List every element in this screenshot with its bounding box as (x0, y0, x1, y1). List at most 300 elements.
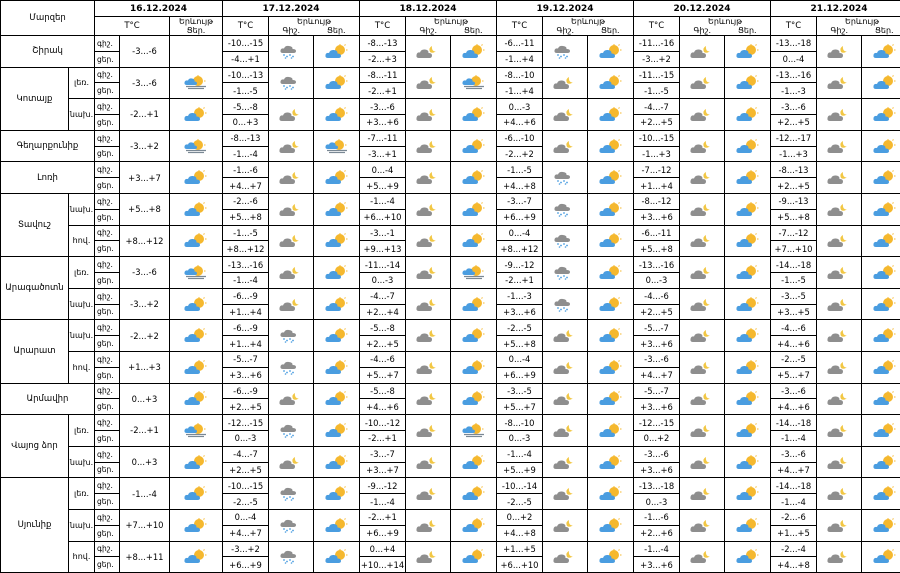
temperature: -4...-6 (634, 288, 680, 304)
date-header: 18.12.2024 (360, 1, 497, 17)
cloud-sun-icon (862, 257, 900, 289)
cloud-night-icon (680, 383, 725, 415)
cloud-sun-icon (314, 541, 360, 573)
cloud-night-icon (817, 257, 862, 289)
temperature: +8...+11 (120, 541, 170, 573)
temperature: -2...-5 (223, 494, 269, 510)
cloud-sun-icon (725, 541, 771, 573)
cloud-sun-icon (725, 99, 771, 131)
temp-header: T°C (634, 17, 680, 36)
temperature: +6...+9 (497, 209, 543, 225)
cloud-night-icon (817, 99, 862, 131)
temperature: 0...+3 (120, 383, 170, 415)
zone-label: լեռ. (69, 257, 95, 289)
phenomena-header: Երևույթ Գիշ. Ցեր. (543, 17, 634, 36)
cloud-sun-icon (451, 509, 497, 541)
cloud-night-icon (680, 67, 725, 99)
cloud-night-icon (680, 446, 725, 478)
temperature: -3...-5 (497, 383, 543, 399)
time-of-day: գիշ. (95, 288, 120, 304)
temperature: 0...+2 (497, 509, 543, 525)
temperature: +3...+6 (634, 336, 680, 352)
region-name: Շիրակ (1, 36, 95, 68)
region-name: Լոռի (1, 162, 95, 194)
cloud-sun-icon (451, 320, 497, 352)
temperature: 0...-3 (360, 272, 406, 288)
temperature: -13...-18 (634, 478, 680, 494)
time-of-day: գիշ. (95, 36, 120, 52)
temperature: -5...-8 (360, 320, 406, 336)
cloud-sun-icon (451, 162, 497, 194)
cloud-sun-icon (862, 509, 900, 541)
table-row (1, 99, 900, 115)
time-of-day: գիշ. (95, 67, 120, 83)
temperature: -7...-11 (360, 130, 406, 146)
cloud-night-icon (817, 415, 862, 447)
time-of-day: ցեր. (95, 525, 120, 541)
date-header: 19.12.2024 (497, 1, 634, 17)
cloud-sun-icon (862, 99, 900, 131)
temperature: +5...+9 (360, 178, 406, 194)
temperature: -3...+2 (120, 288, 170, 320)
cloud-sun-icon (314, 162, 360, 194)
cloud-sun-icon (862, 130, 900, 162)
temperature: -5...-7 (223, 351, 269, 367)
temperature: 0...-3 (497, 430, 543, 446)
table-row (1, 415, 900, 431)
temperature: -2...+2 (497, 146, 543, 162)
phenomena-header: Երևույթ Գիշ. Ցեր. (406, 17, 497, 36)
time-of-day: գիշ. (95, 478, 120, 494)
cloud-night-icon (680, 478, 725, 510)
cloud-sun-icon (170, 446, 223, 478)
temperature: +2...+4 (360, 304, 406, 320)
temperature: +4...+6 (497, 114, 543, 130)
temperature: +2...+5 (634, 304, 680, 320)
cloud-sun-icon (725, 36, 771, 68)
temperature: -3...-6 (120, 67, 170, 99)
snow-icon (543, 257, 588, 289)
cloud-sun-icon (862, 478, 900, 510)
cloud-night-icon (269, 130, 314, 162)
cloud-sun-icon (862, 415, 900, 447)
temperature: 0...+3 (120, 446, 170, 478)
temperature: -2...-4 (771, 541, 817, 557)
temperature: -1...+4 (497, 51, 543, 67)
temperature: +3...+5 (771, 304, 817, 320)
cloud-sun-icon (725, 288, 771, 320)
region-name: Գեղարքունիք (1, 130, 95, 162)
phenomena-header: Երևույթ Ցեր. (170, 17, 223, 36)
cloud-sun-icon (170, 320, 223, 352)
phenomena-header: Երևույթ Գիշ. Ցեր. (680, 17, 771, 36)
cloud-sun-icon (862, 446, 900, 478)
temperature: +6...+10 (497, 557, 543, 573)
temperature: +5...+9 (497, 462, 543, 478)
temperature: +3...+6 (634, 462, 680, 478)
time-of-day: գիշ. (95, 446, 120, 462)
cloud-sun-icon (862, 67, 900, 99)
zone-label: հով. (69, 225, 95, 257)
time-of-day: գիշ. (95, 130, 120, 146)
temperature: -1...-4 (360, 494, 406, 510)
phenomena-header: Երևույթ Գիշ. Ցեր. (817, 17, 900, 36)
temperature: -6...-9 (223, 288, 269, 304)
temperature: 0...+2 (634, 430, 680, 446)
temperature: -10...-14 (497, 478, 543, 494)
temperature: -9...-13 (771, 193, 817, 209)
zone-label: նախ. (69, 193, 95, 225)
temp-header: T°C (497, 17, 543, 36)
temperature: +3...+6 (634, 557, 680, 573)
cloud-sun-icon (725, 478, 771, 510)
cloud-sun-icon (170, 383, 223, 415)
table-row (1, 67, 900, 83)
cloud-sun-icon (725, 320, 771, 352)
temperature: -6...-10 (497, 130, 543, 146)
temperature: 0...+3 (223, 114, 269, 130)
temperature: -8...-10 (497, 67, 543, 83)
temperature: +3...+6 (360, 114, 406, 130)
temperature: -3...-6 (120, 36, 170, 68)
temperature: +4...+7 (771, 462, 817, 478)
temperature: -4...-6 (360, 351, 406, 367)
temperature: -2...-5 (497, 494, 543, 510)
zone-label: նախ. (69, 446, 95, 478)
region-name: Տավուշ (1, 193, 69, 256)
time-of-day: ցեր. (95, 272, 120, 288)
cloud-night-icon (406, 415, 451, 447)
temp-header: T°C (223, 17, 269, 36)
time-of-day: գիշ. (95, 225, 120, 241)
temperature: -2...+1 (497, 272, 543, 288)
cloud-night-icon (406, 320, 451, 352)
snow-icon (543, 193, 588, 225)
cloud-sun-icon (170, 351, 223, 383)
temperature: -2...+1 (120, 415, 170, 447)
temperature: +6...+9 (497, 367, 543, 383)
cloud-night-icon (543, 351, 588, 383)
cloud-sun-icon (725, 162, 771, 194)
cloud-sun-icon (588, 383, 634, 415)
cloud-sun-icon (451, 130, 497, 162)
cloud-night-icon (817, 446, 862, 478)
temperature: +1...+5 (497, 541, 543, 557)
temperature: +4...+7 (634, 367, 680, 383)
cloud-sun-icon (862, 162, 900, 194)
temperature: -3...-7 (497, 193, 543, 209)
cloud-sun-icon (725, 67, 771, 99)
temperature: -2...-5 (771, 351, 817, 367)
time-of-day: ցեր. (95, 83, 120, 99)
cloud-night-icon (680, 288, 725, 320)
time-of-day: գիշ. (95, 257, 120, 273)
cloud-sun-icon (314, 99, 360, 131)
cloud-sun-icon (170, 162, 223, 194)
temperature: 0...-3 (634, 272, 680, 288)
temperature: -3...-5 (771, 288, 817, 304)
temperature: 0...-4 (360, 162, 406, 178)
zone-label: լեռ. (69, 478, 95, 510)
cloud-night-icon (406, 162, 451, 194)
temperature: -1...-4 (360, 193, 406, 209)
cloud-night-icon (269, 446, 314, 478)
table-row (1, 383, 900, 399)
temperature: +4...+8 (497, 525, 543, 541)
temperature: +5...+8 (634, 241, 680, 257)
zone-label: նախ. (69, 320, 95, 352)
cloud-sun-icon (451, 36, 497, 68)
cloud-night-icon (406, 351, 451, 383)
table-row (1, 446, 900, 462)
temperature: -1...-5 (771, 272, 817, 288)
temperature: -12...-17 (771, 130, 817, 146)
temperature: -13...-16 (771, 67, 817, 83)
cloud-night-icon (406, 67, 451, 99)
time-of-day: գիշ. (95, 320, 120, 336)
cloud-sun-icon (725, 193, 771, 225)
cloud-sun-icon (314, 478, 360, 510)
temperature: -1...-5 (223, 225, 269, 241)
snow-icon (269, 67, 314, 99)
snow-icon (543, 162, 588, 194)
temperature: -7...-12 (771, 225, 817, 241)
temperature: -9...-12 (497, 257, 543, 273)
cloud-sun-icon (170, 225, 223, 257)
temperature: +6...+10 (360, 209, 406, 225)
temperature: -8...-11 (360, 67, 406, 83)
table-row (1, 320, 900, 336)
cloud-night-icon (817, 541, 862, 573)
cloud-night-icon (680, 320, 725, 352)
temperature: -10...-15 (223, 478, 269, 494)
temperature: 0...-4 (223, 509, 269, 525)
temperature: -5...-7 (634, 320, 680, 336)
cloud-night-icon (543, 509, 588, 541)
time-of-day: գիշ. (95, 193, 120, 209)
time-of-day: ցեր. (95, 178, 120, 194)
temperature: -2...-6 (771, 509, 817, 525)
temperature: +3...+6 (223, 367, 269, 383)
cloud-night-icon (817, 478, 862, 510)
temperature: -2...+3 (360, 51, 406, 67)
temperature: -1...-4 (223, 272, 269, 288)
temperature: -3...+2 (223, 541, 269, 557)
temperature: -4...-7 (223, 446, 269, 462)
temperature: -14...-18 (771, 478, 817, 494)
table-row (1, 193, 900, 209)
temperature: -1...-4 (497, 446, 543, 462)
temperature: -8...-13 (223, 130, 269, 146)
region-name: Արագածոտն (1, 257, 69, 320)
cloud-night-icon (680, 225, 725, 257)
temperature: -5...-7 (634, 383, 680, 399)
cloud-sun-icon (314, 383, 360, 415)
cloud-sun-icon (862, 193, 900, 225)
cloud-sun-icon (314, 320, 360, 352)
temperature: 0...-3 (497, 99, 543, 115)
cloud-night-icon (406, 383, 451, 415)
temperature: -14...-18 (771, 415, 817, 431)
snow-icon (543, 288, 588, 320)
cloud-sun-icon (314, 509, 360, 541)
temperature: -11...-14 (360, 257, 406, 273)
zone-label: հով. (69, 541, 95, 573)
table-row (1, 288, 900, 304)
temperature: -3...-6 (120, 257, 170, 289)
date-header: 16.12.2024 (95, 1, 223, 17)
temperature: -3...+2 (120, 130, 170, 162)
sun-fog-icon (170, 257, 223, 289)
cloud-sun-icon (725, 383, 771, 415)
temperature: +4...+6 (360, 399, 406, 415)
cloud-sun-icon (314, 351, 360, 383)
sun-fog-icon (451, 257, 497, 289)
temperature: +2...+5 (771, 178, 817, 194)
cloud-sun-icon (862, 288, 900, 320)
temperature: -1...-6 (223, 162, 269, 178)
temperature: 0...-3 (223, 430, 269, 446)
cloud-sun-icon (588, 130, 634, 162)
cloud-night-icon (406, 509, 451, 541)
temperature: -13...-18 (771, 36, 817, 52)
temperature: +7...+10 (120, 509, 170, 541)
cloud-sun-icon (725, 415, 771, 447)
time-of-day: ցեր. (95, 557, 120, 573)
temperature: -1...-3 (771, 83, 817, 99)
temperature: -12...-15 (634, 415, 680, 431)
cloud-sun-icon (451, 351, 497, 383)
temperature: +6...+9 (223, 557, 269, 573)
cloud-sun-icon (588, 99, 634, 131)
region-header: Մարզեր (1, 1, 95, 36)
temperature: -2...+1 (360, 83, 406, 99)
cloud-night-icon (406, 446, 451, 478)
table-row (1, 36, 900, 52)
time-of-day: գիշ. (95, 383, 120, 399)
temperature: +4...+6 (771, 336, 817, 352)
temperature: -1...-6 (634, 509, 680, 525)
snow-icon (269, 509, 314, 541)
temperature: -11...-15 (634, 67, 680, 83)
cloud-sun-icon (314, 36, 360, 68)
temperature: +9...+13 (360, 241, 406, 257)
cloud-night-icon (680, 99, 725, 131)
time-of-day: ցեր. (95, 209, 120, 225)
temperature: +4...+7 (223, 525, 269, 541)
temperature: -5...-8 (223, 99, 269, 115)
temperature: +1...+4 (223, 304, 269, 320)
cloud-sun-icon (588, 288, 634, 320)
temperature: -10...-15 (223, 36, 269, 52)
temperature: +3...+6 (634, 399, 680, 415)
temperature: +1...+3 (120, 351, 170, 383)
temperature: +3...+6 (634, 209, 680, 225)
cloud-sun-icon (862, 351, 900, 383)
table-row (1, 351, 900, 367)
temperature: +6...+9 (360, 525, 406, 541)
cloud-sun-icon (725, 225, 771, 257)
cloud-night-icon (269, 288, 314, 320)
cloud-sun-icon (451, 99, 497, 131)
temperature: +2...+5 (771, 114, 817, 130)
cloud-night-icon (269, 193, 314, 225)
temperature: -9...-12 (360, 478, 406, 494)
cloud-night-icon (817, 130, 862, 162)
cloud-sun-icon (588, 193, 634, 225)
temperature: -8...-12 (634, 193, 680, 209)
temperature: -1...+3 (771, 146, 817, 162)
cloud-sun-icon (588, 225, 634, 257)
temperature: +4...+7 (223, 178, 269, 194)
cloud-sun-icon (314, 288, 360, 320)
temperature: 0...-3 (634, 494, 680, 510)
temperature: -1...-4 (223, 146, 269, 162)
temperature: +4...+6 (771, 399, 817, 415)
temperature: -14...-18 (771, 257, 817, 273)
cloud-night-icon (543, 67, 588, 99)
table-row (1, 257, 900, 273)
time-of-day: գիշ. (95, 541, 120, 557)
cloud-sun-icon (862, 383, 900, 415)
cloud-night-icon (406, 288, 451, 320)
temperature: -10...-12 (360, 415, 406, 431)
temp-header: T°C (771, 17, 817, 36)
snow-icon (543, 36, 588, 68)
temperature: +8...+12 (120, 225, 170, 257)
temperature: +7...+10 (771, 241, 817, 257)
cloud-night-icon (680, 193, 725, 225)
cloud-sun-icon (170, 478, 223, 510)
cloud-sun-icon (451, 288, 497, 320)
temperature: +4...+8 (497, 178, 543, 194)
time-of-day: ցեր. (95, 114, 120, 130)
cloud-sun-icon (588, 320, 634, 352)
cloud-sun-icon (451, 446, 497, 478)
temperature: -10...-13 (223, 67, 269, 83)
temperature: -6...-9 (223, 383, 269, 399)
snow-icon (269, 351, 314, 383)
temperature: -1...+3 (634, 146, 680, 162)
temperature: -8...-13 (360, 36, 406, 52)
temperature: -2...+1 (120, 99, 170, 131)
cloud-sun-icon (588, 478, 634, 510)
cloud-sun-icon (314, 415, 360, 447)
time-of-day: գիշ. (95, 509, 120, 525)
temperature: -3...-6 (634, 446, 680, 462)
temperature: -3...-6 (771, 383, 817, 399)
cloud-sun-icon (725, 509, 771, 541)
temperature: +3...+6 (497, 304, 543, 320)
temperature: -3...+1 (360, 146, 406, 162)
cloud-night-icon (817, 225, 862, 257)
table-row (1, 130, 900, 146)
temperature: -4...-6 (771, 320, 817, 336)
zone-label: նախ. (69, 288, 95, 320)
temperature: +2...+5 (634, 114, 680, 130)
sun-fog-icon (170, 67, 223, 99)
cloud-sun-icon (170, 509, 223, 541)
snow-icon (269, 320, 314, 352)
temperature: -10...-15 (634, 130, 680, 146)
cloud-night-icon (269, 257, 314, 289)
cloud-night-icon (543, 130, 588, 162)
cloud-night-icon (680, 509, 725, 541)
temperature: -1...-4 (634, 541, 680, 557)
cloud-night-icon (817, 383, 862, 415)
cloud-sun-icon (170, 541, 223, 573)
region-name: Վայոց ձոր (1, 415, 69, 478)
